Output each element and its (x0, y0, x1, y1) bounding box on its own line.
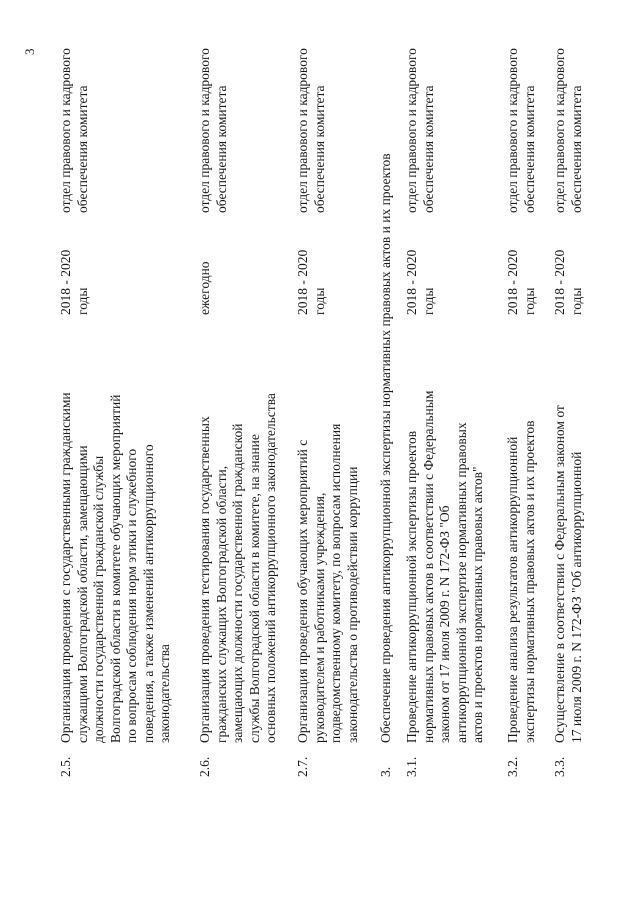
row-measure-text: Организация проведения тестирования государственных гражданских служащих Волгоградской области, замещающих должности государственной гражданской службы Волгоградской области в комитете, на знание основных положений антикоррупционного законодательства (197, 393, 278, 743)
row-term: 2018 - 2020 годы (295, 249, 327, 315)
section-title: Обеспечение проведения антикоррупционной экспертизы нормативных правовых актов и их проектов (378, 153, 393, 743)
row-responsible: отдел правового и кадрового обеспечения комитета (295, 48, 327, 213)
row-number: 3.1. (404, 756, 419, 777)
row-responsible: отдел правового и кадрового обеспечения комитета (197, 48, 229, 213)
row-number: 2.5. (58, 756, 73, 777)
row-measure-text: Проведение антикоррупционной экспертизы проектов нормативных правовых актов в соответствии с Федеральным законом от 17 июля 2009 г. N 172-ФЗ "Об антикоррупционной экспертизе нормативных правовых актов и проектов нормативных правовых актов" (404, 390, 485, 743)
row-term: 2018 - 2020 годы (552, 249, 584, 315)
row-term: ежегодно (197, 261, 212, 315)
row-responsible: отдел правового и кадрового обеспечения комитета (404, 48, 436, 213)
row-measure-text: Организация проведения с государственными гражданскими служащими Волгоградской области, замещающими должности государственной гражданской службы Волгоградской области в комитете обучающих мероприятий по вопросам соблюдения норм этики и служебного поведения, а также изменений антикоррупционного законодательства (58, 392, 172, 743)
row-number: 3.2. (505, 756, 520, 777)
row-measure-text: Проведение анализа результатов антикоррупционной экспертизы нормативных правовых актов и их проектов (505, 420, 537, 743)
page-number: 3 (22, 48, 37, 55)
section-number: 3. (378, 766, 393, 777)
row-number: 2.6. (197, 756, 212, 777)
row-responsible: отдел правового и кадрового обеспечения комитета (552, 48, 584, 213)
row-responsible: отдел правового и кадрового обеспечения комитета (505, 48, 537, 213)
row-term: 2018 - 2020 годы (505, 249, 537, 315)
row-term: 2018 - 2020 годы (58, 249, 90, 315)
row-number: 3.3. (552, 756, 567, 777)
row-responsible: отдел правового и кадрового обеспечения комитета (58, 48, 90, 213)
row-measure-text: Осуществление в соответствии с Федеральным законом от 17 июля 2009 г. N 172-ФЗ "Об антикоррупционной (552, 405, 584, 743)
row-measure-text: Организация проведения обучающих мероприятий с руководителем и работниками учреждения, подведомственному комитету, по вопросам исполнения законодательства о противодействии коррупции (295, 423, 360, 743)
row-term: 2018 - 2020 годы (404, 249, 436, 315)
row-number: 2.7. (295, 756, 310, 777)
